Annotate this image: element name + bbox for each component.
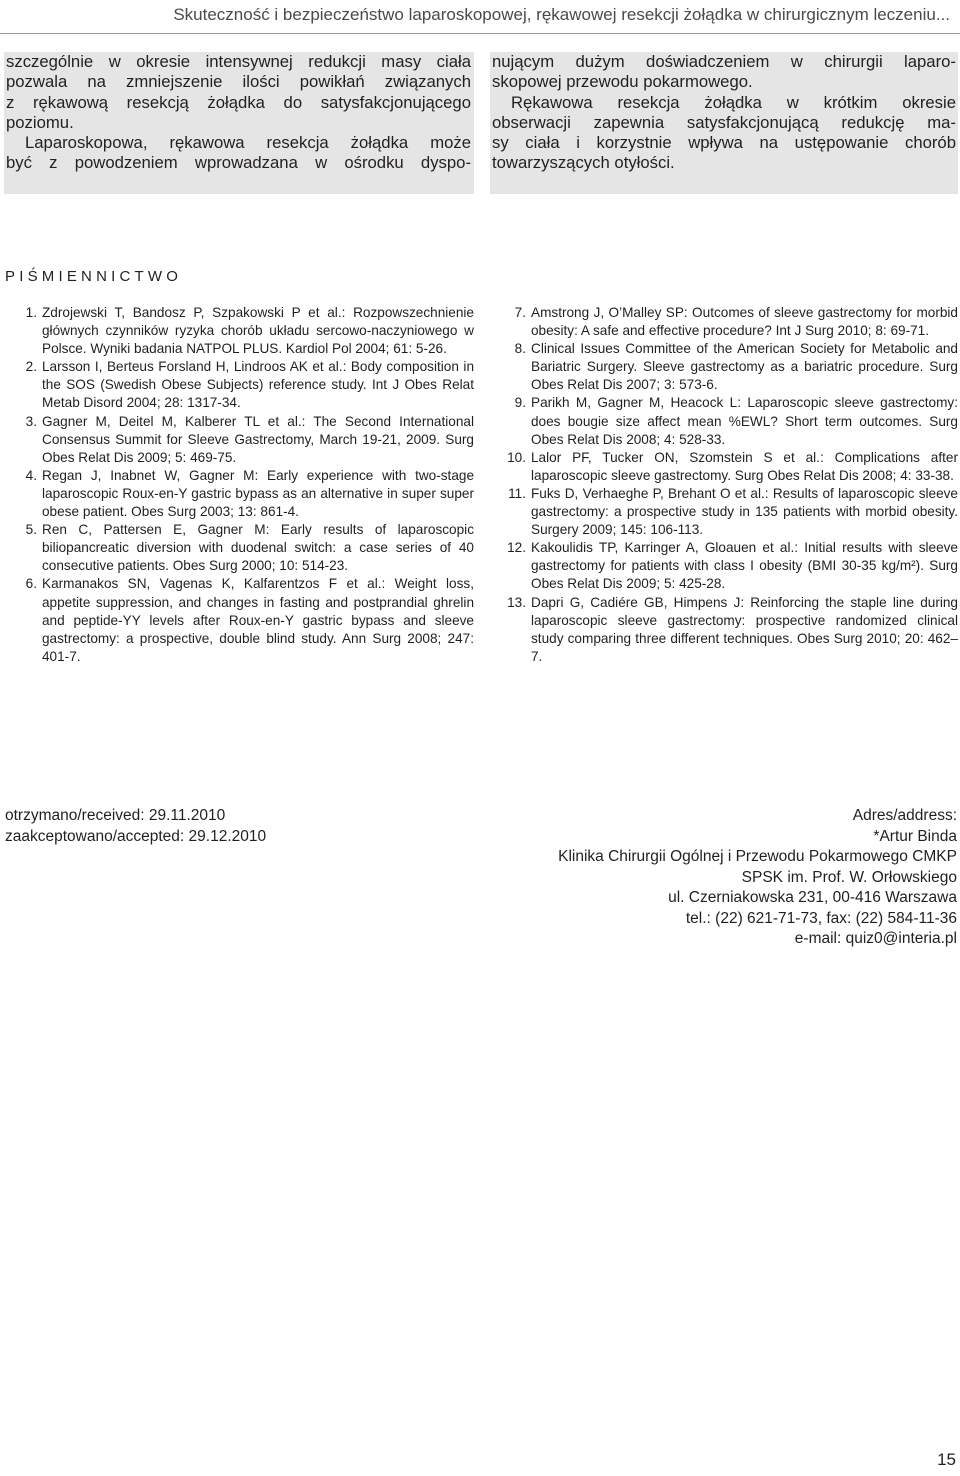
reference-number: 3.	[25, 413, 37, 429]
summary-box-left	[4, 52, 474, 194]
reference-item	[5, 304, 474, 358]
reference-number: 7.	[514, 305, 526, 320]
reference-text: Parikh M, Gagner M, Heacock L: Laparoscopic sleeve gastrectomy: does bougie size affect mean %EWL? Short term outcomes. Surg Obes Relat Dis 2008; 4: 528-33.	[531, 395, 958, 447]
email-address: e-mail: quiz0@interia.pl	[794, 930, 957, 947]
summary-line: Laparoskopowa, rękawowa resekcja żołądka może	[25, 133, 471, 153]
reference-number: 10.	[507, 449, 526, 465]
summary-line: pozwala na zmniejszenie ilości powikłań związanych	[6, 72, 471, 92]
reference-item	[5, 521, 474, 575]
reference-number: 1.	[25, 305, 37, 320]
correspondence-address	[558, 806, 957, 950]
reference-list-right	[494, 304, 958, 666]
reference-text: Zdrojewski T, Bandosz P, Szpakowski P et al.: Rozpowszechnienie głównych czynników ryzyka chorób układu sercowo-naczyniowego w Polsce. Wyniki badania NATPOL PLUS. Kardiol Pol 2004; 61: 5-26.	[42, 305, 474, 357]
reference-item	[494, 449, 958, 485]
reference-text: Lalor PF, Tucker ON, Szomstein S et al.: Complications after laparoscopic sleeve gastrectomy. Surg Obes Relat Dis 2008; 4: 33-38.	[531, 449, 958, 483]
summary-line: z rękawową resekcją żołądka do satysfakcjonującego	[6, 92, 471, 112]
summary-line: być z powodzeniem wprowadzana w ośrodku dyspo-	[6, 153, 471, 173]
reference-text: Fuks D, Verhaeghe P, Brehant O et al.: Results of laparoscopic sleeve gastrectomy: a prospective study in 135 patients with morbid obesity. Surgery 2009; 145: 106-113.	[531, 485, 958, 538]
submission-dates	[5, 806, 266, 847]
reference-number: 8.	[514, 341, 526, 357]
hospital-name: SPSK im. Prof. W. Orłowskiego	[741, 868, 957, 886]
reference-text: Ren C, Pattersen E, Gagner M: Early results of laparoscopic biliopancreatic diversion with duodenal switch: a case series of 40 consecutive patients. Obes Surg 2000; 10: 514-23.	[42, 522, 474, 574]
reference-number: 11.	[508, 485, 526, 501]
reference-text: Larsson I, Berteus Forsland H, Lindroos AK et al.: Body composition in the SOS (Swedish Obese Subjects) reference study. Int J Obes Relat Metab Disord 2004; 28: 1317-34.	[42, 359, 474, 411]
page-number: 15	[937, 1450, 956, 1469]
reference-number: 6.	[25, 576, 37, 592]
reference-item	[494, 340, 958, 394]
summary-line: nującym dużym doświadczeniem w chirurgii laparo-	[492, 52, 956, 71]
reference-number: 13.	[507, 594, 526, 610]
reference-item	[5, 413, 474, 467]
summary-line: sy ciała i korzystnie wpływa na ustępowanie chorób	[492, 133, 956, 153]
reference-number: 12.	[507, 540, 526, 556]
reference-text: Karmanakos SN, Vagenas K, Kalfarentzos F et al.: Weight loss, appetite suppression, and changes in fasting and postprandial ghrelin and peptide-YY levels after Roux-en-Y gastric bypass and sleeve gastrectomy: a prospective, double blind study. Ann Surg 2008; 247: 401-7.	[42, 576, 474, 664]
reference-item	[494, 539, 958, 593]
reference-number: 9.	[514, 395, 526, 411]
summary-line: szczególnie w okresie intensywnej redukcji masy ciała	[6, 52, 471, 71]
address-label: Adres/address:	[852, 807, 957, 824]
accepted-date: zaakceptowano/accepted: 29.12.2010	[5, 827, 267, 845]
reference-item	[5, 467, 474, 521]
reference-text: Dapri G, Cadiére GB, Himpens J: Reinforcing the staple line during laparoscopic sleeve gastrectomy: prospective randomized clinical study comparing three different techniques. Obes Surg 2010; 20: 462–7.	[531, 594, 958, 664]
reference-text: Amstrong J, O’Malley SP: Outcomes of sleeve gastrectomy for morbid obesity: A safe and effective procedure? Int J Surg 2010; 8: 69-71.	[531, 305, 958, 339]
street-address: ul. Czerniakowska 231, 00-416 Warszawa	[668, 889, 957, 906]
bibliography-heading: PIŚMIENNICTWO	[5, 268, 183, 285]
summary-line: poziomu.	[6, 112, 74, 132]
summary-line: towarzyszących otyłości.	[492, 153, 675, 173]
reference-text: Kakoulidis TP, Karringer A, Gloauen et al.: Initial results with sleeve gastrectomy for patients with class I obesity (BMI 30-35 kg/m²). Surg Obes Relat Dis 2009; 5: 425-28.	[531, 540, 958, 592]
clinic-name: Klinika Chirurgii Ogólnej i Przewodu Pokarmowego CMKP	[558, 848, 957, 865]
reference-text: Regan J, Inabnet W, Gagner M: Early experience with two-stage laparoscopic Roux-en-Y gastric bypass as an alternative in super super obese patient. Obes Surg 2003; 13: 861-4.	[42, 467, 474, 520]
summary-box-right	[490, 52, 958, 194]
reference-item	[5, 575, 474, 665]
reference-number: 5.	[25, 522, 37, 538]
reference-item	[494, 594, 958, 666]
reference-item	[494, 394, 958, 448]
received-date: otrzymano/received: 29.11.2010	[5, 807, 226, 824]
running-header: Skuteczność i bezpieczeństwo laparoskopowej, rękawowej resekcji żołądka w chirurgicznym leczeniu...	[0, 0, 960, 34]
summary-line: Rękawowa resekcja żołądka w krótkim okresie	[511, 92, 956, 112]
summary-line: obserwacji zapewnia satysfakcjonującą redukcję ma-	[492, 112, 956, 132]
reference-item	[494, 485, 958, 539]
reference-item	[494, 304, 958, 340]
reference-text: Clinical Issues Committee of the American Society for Metabolic and Bariatric Surgery. Sleeve gastrectomy as a bariatric procedure. Surg Obes Relat Dis 2007; 3: 573-6.	[531, 341, 958, 393]
phone-fax: tel.: (22) 621-71-73, fax: (22) 584-11-36	[685, 909, 957, 927]
reference-number: 2.	[25, 359, 37, 375]
summary-line: skopowej przewodu pokarmowego.	[492, 72, 753, 92]
reference-text: Gagner M, Deitel M, Kalberer TL et al.: The Second International Consensus Summit for Sleeve Gastrectomy, March 19-21, 2009. Surg Obes Relat Dis 2009; 5: 469-75.	[42, 413, 474, 465]
reference-number: 4.	[25, 467, 37, 483]
author-name: *Artur Binda	[873, 827, 957, 845]
reference-item	[5, 358, 474, 412]
reference-list-left	[5, 304, 474, 666]
